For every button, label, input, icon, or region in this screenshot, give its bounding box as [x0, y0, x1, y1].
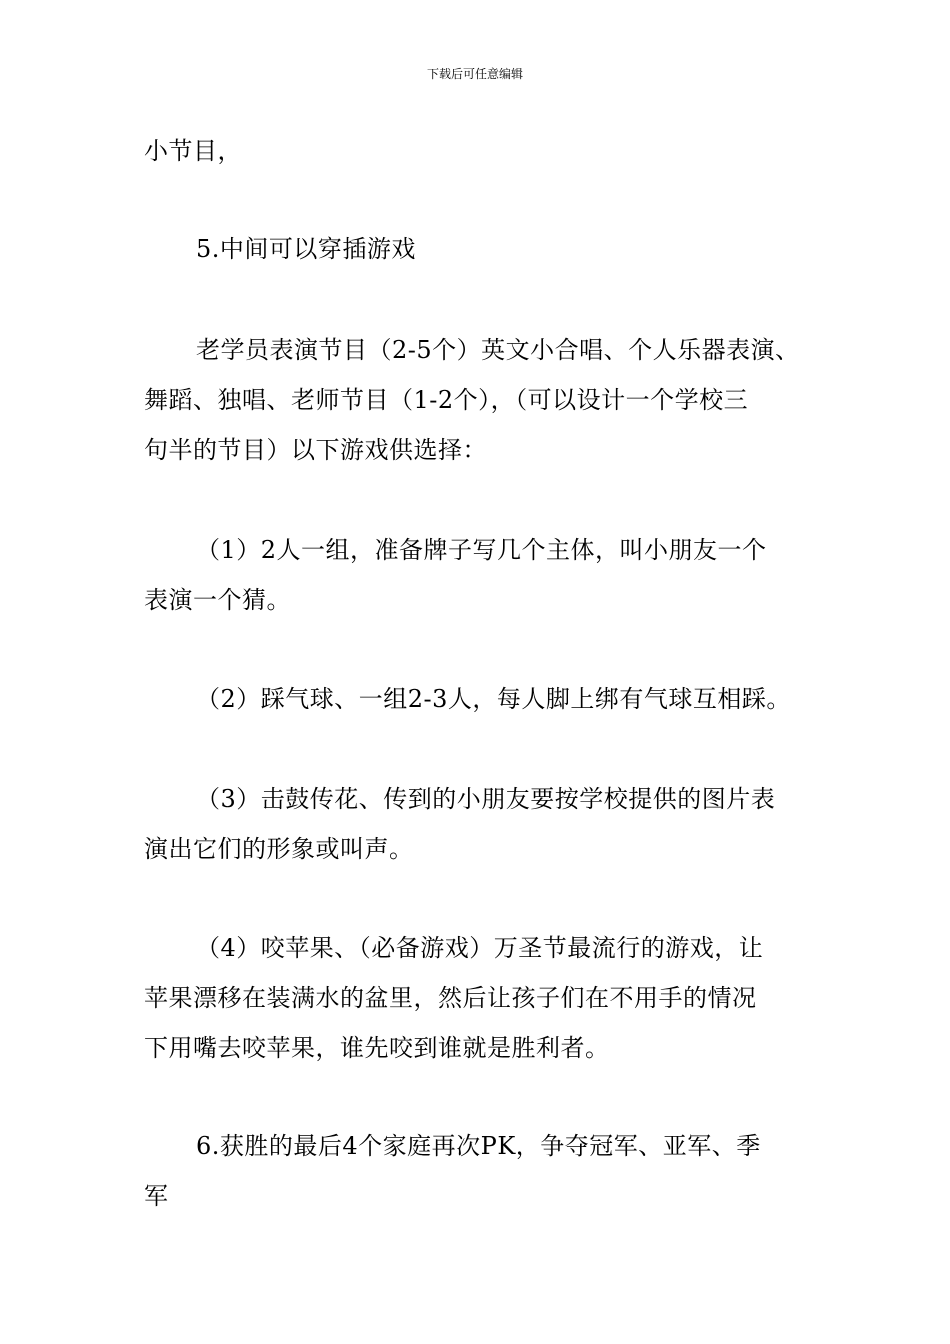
text-line: 演出它们的形象或叫声。: [144, 835, 414, 863]
text-line: 表演一个猜。: [144, 586, 291, 614]
list-item: （2）踩气球、一组2-3人，每人脚上绑有气球互相踩。: [196, 685, 791, 713]
text-line: 老学员表演节目（2-5个）英文小合唱、个人乐器表演、: [196, 336, 800, 364]
text-line: 下用嘴去咬苹果，谁先咬到谁就是胜利者。: [144, 1034, 610, 1062]
list-item: （4）咬苹果、（必备游戏）万圣节最流行的游戏，让: [196, 934, 764, 962]
text-line: 军: [144, 1182, 169, 1210]
section-heading: 6.获胜的最后4个家庭再次PK，争夺冠军、亚军、季: [196, 1132, 761, 1160]
text-line: 句半的节目）以下游戏供选择：: [144, 436, 487, 464]
page-header: 下载后可任意编辑: [426, 67, 523, 81]
list-item: （3）击鼓传花、传到的小朋友要按学校提供的图片表: [196, 785, 776, 813]
list-item: （1）2人一组，准备牌子写几个主体，叫小朋友一个: [196, 536, 767, 564]
section-heading: 5.中间可以穿插游戏: [196, 235, 416, 263]
text-line: 小节目，: [144, 137, 242, 165]
text-line: 舞蹈、独唱、老师节目（1-2个），（可以设计一个学校三: [144, 386, 749, 414]
text-line: 苹果漂移在装满水的盆里，然后让孩子们在不用手的情况: [144, 984, 757, 1012]
